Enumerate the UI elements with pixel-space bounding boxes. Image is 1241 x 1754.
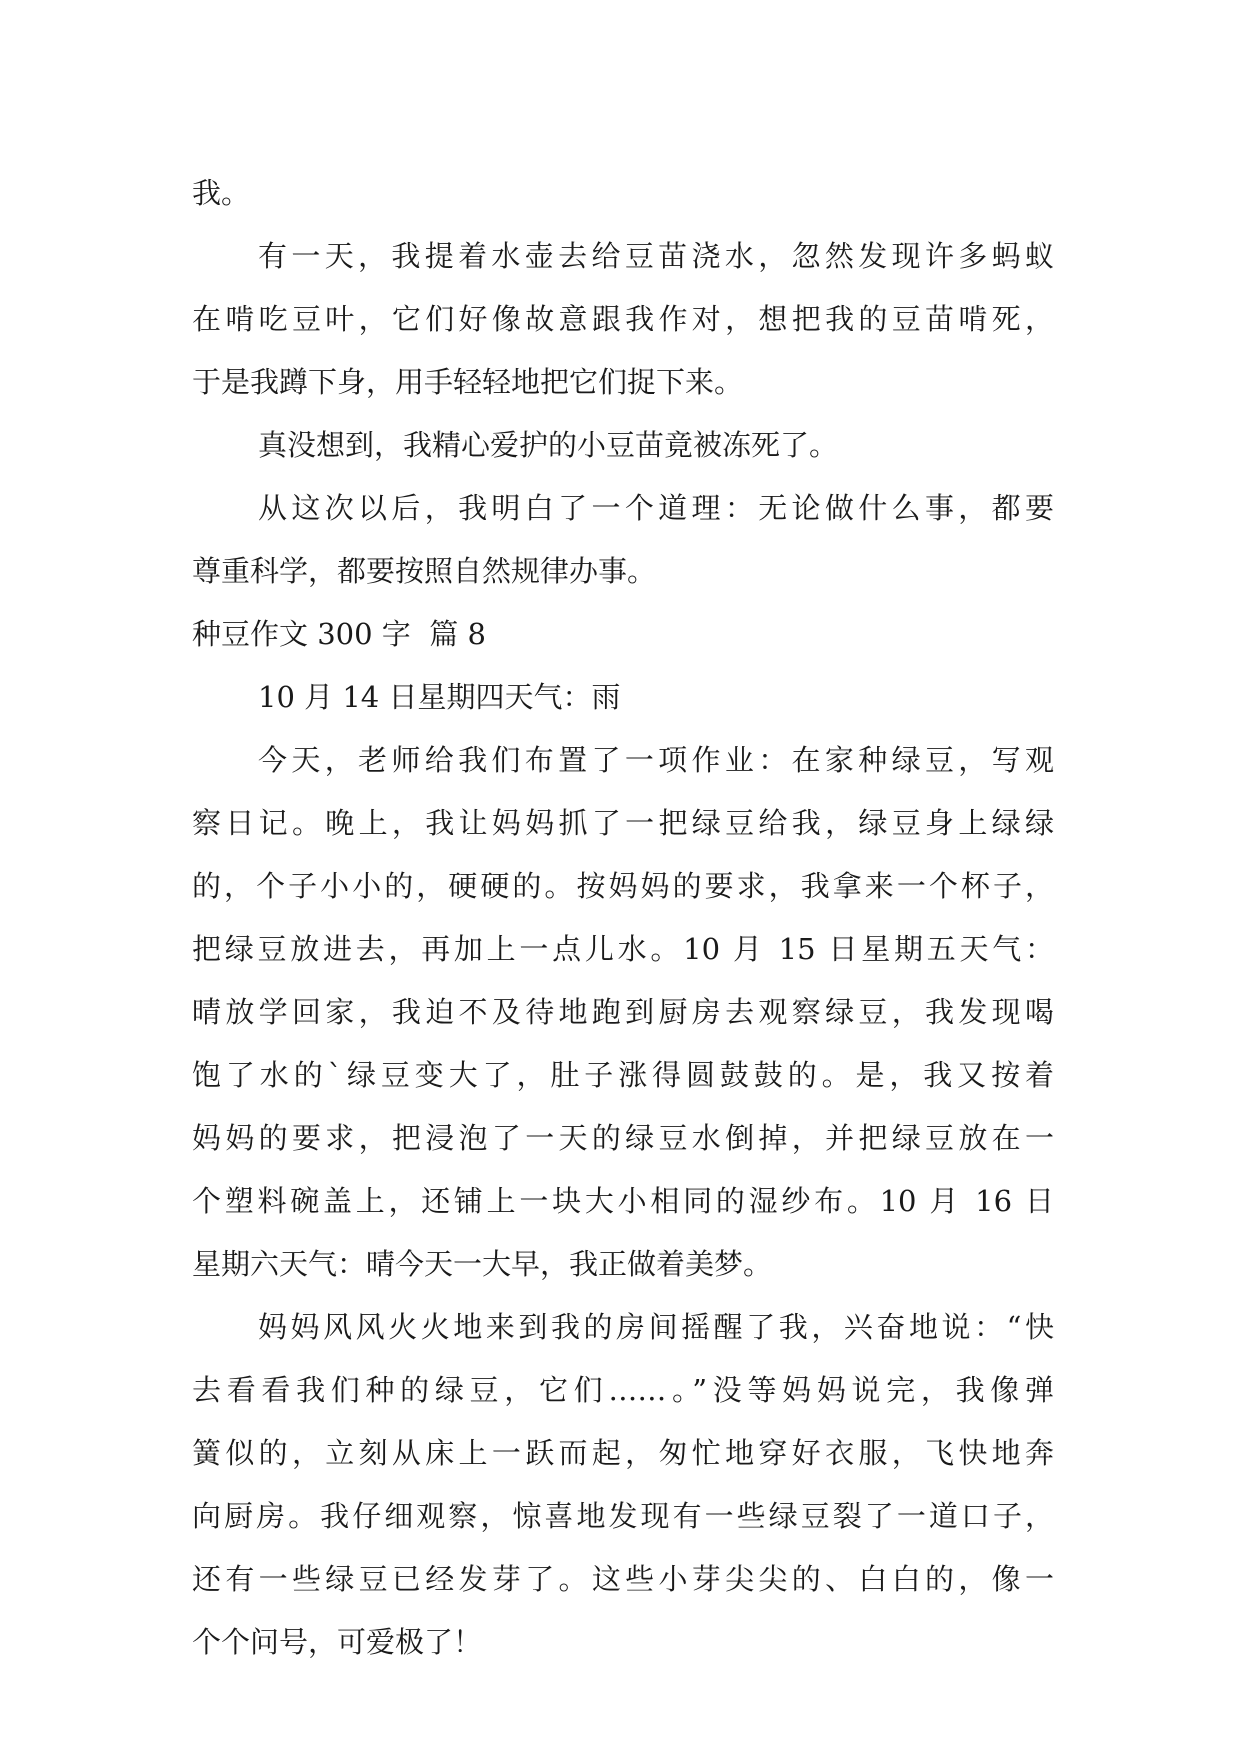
text-line: 簧似的，立刻从床上一跃而起，匆忙地穿好衣服，飞快地奔 [192, 1436, 1054, 1470]
text-line: 星期六天气：晴今天一大早，我正做着美梦。 [192, 1247, 773, 1281]
text-line: 有一天，我提着水壶去给豆苗浇水，忽然发现许多蚂蚁 [258, 239, 1054, 273]
text-line: 在啃吃豆叶，它们好像故意跟我作对，想把我的豆苗啃死， [192, 302, 1054, 336]
text-line: 把绿豆放进去，再加上一点儿水。10 月 15 日星期五天气： [192, 932, 1054, 966]
text-line: 今天，老师给我们布置了一项作业：在家种绿豆，写观 [258, 743, 1054, 777]
text-line: 个个问号，可爱极了！ [192, 1625, 483, 1659]
text-line: 尊重科学，都要按照自然规律办事。 [192, 554, 657, 588]
text-line: 从这次以后，我明白了一个道理：无论做什么事，都要 [258, 491, 1054, 525]
text-line: 饱了水的`绿豆变大了，肚子涨得圆鼓鼓的。是，我又按着 [192, 1058, 1054, 1092]
text-line: 我。 [192, 176, 251, 210]
text-line: 的，个子小小的，硬硬的。按妈妈的要求，我拿来一个杯子， [192, 869, 1054, 903]
section-heading: 种豆作文 300 字 篇 8 [192, 617, 486, 651]
text-line: 去看看我们种的绿豆，它们……。”没等妈妈说完，我像弹 [192, 1373, 1054, 1407]
text-line: 晴放学回家，我迫不及待地跑到厨房去观察绿豆，我发现喝 [192, 995, 1054, 1029]
text-line: 妈妈风风火火地来到我的房间摇醒了我，兴奋地说：“快 [258, 1310, 1054, 1344]
text-line: 妈妈的要求，把浸泡了一天的绿豆水倒掉，并把绿豆放在一 [192, 1121, 1054, 1155]
document-page [192, 162, 1054, 1674]
text-line: 个塑料碗盖上，还铺上一块大小相同的湿纱布。10 月 16 日 [192, 1184, 1054, 1218]
diary-date-line: 10 月 14 日星期四天气：雨 [258, 680, 621, 714]
text-line: 察日记。晚上，我让妈妈抓了一把绿豆给我，绿豆身上绿绿 [192, 806, 1054, 840]
text-line: 还有一些绿豆已经发芽了。这些小芽尖尖的、白白的，像一 [192, 1562, 1054, 1596]
text-line: 于是我蹲下身，用手轻轻地把它们捉下来。 [192, 365, 744, 399]
text-line: 真没想到，我精心爱护的小豆苗竟被冻死了。 [258, 428, 839, 462]
text-line: 向厨房。我仔细观察，惊喜地发现有一些绿豆裂了一道口子， [192, 1499, 1054, 1533]
